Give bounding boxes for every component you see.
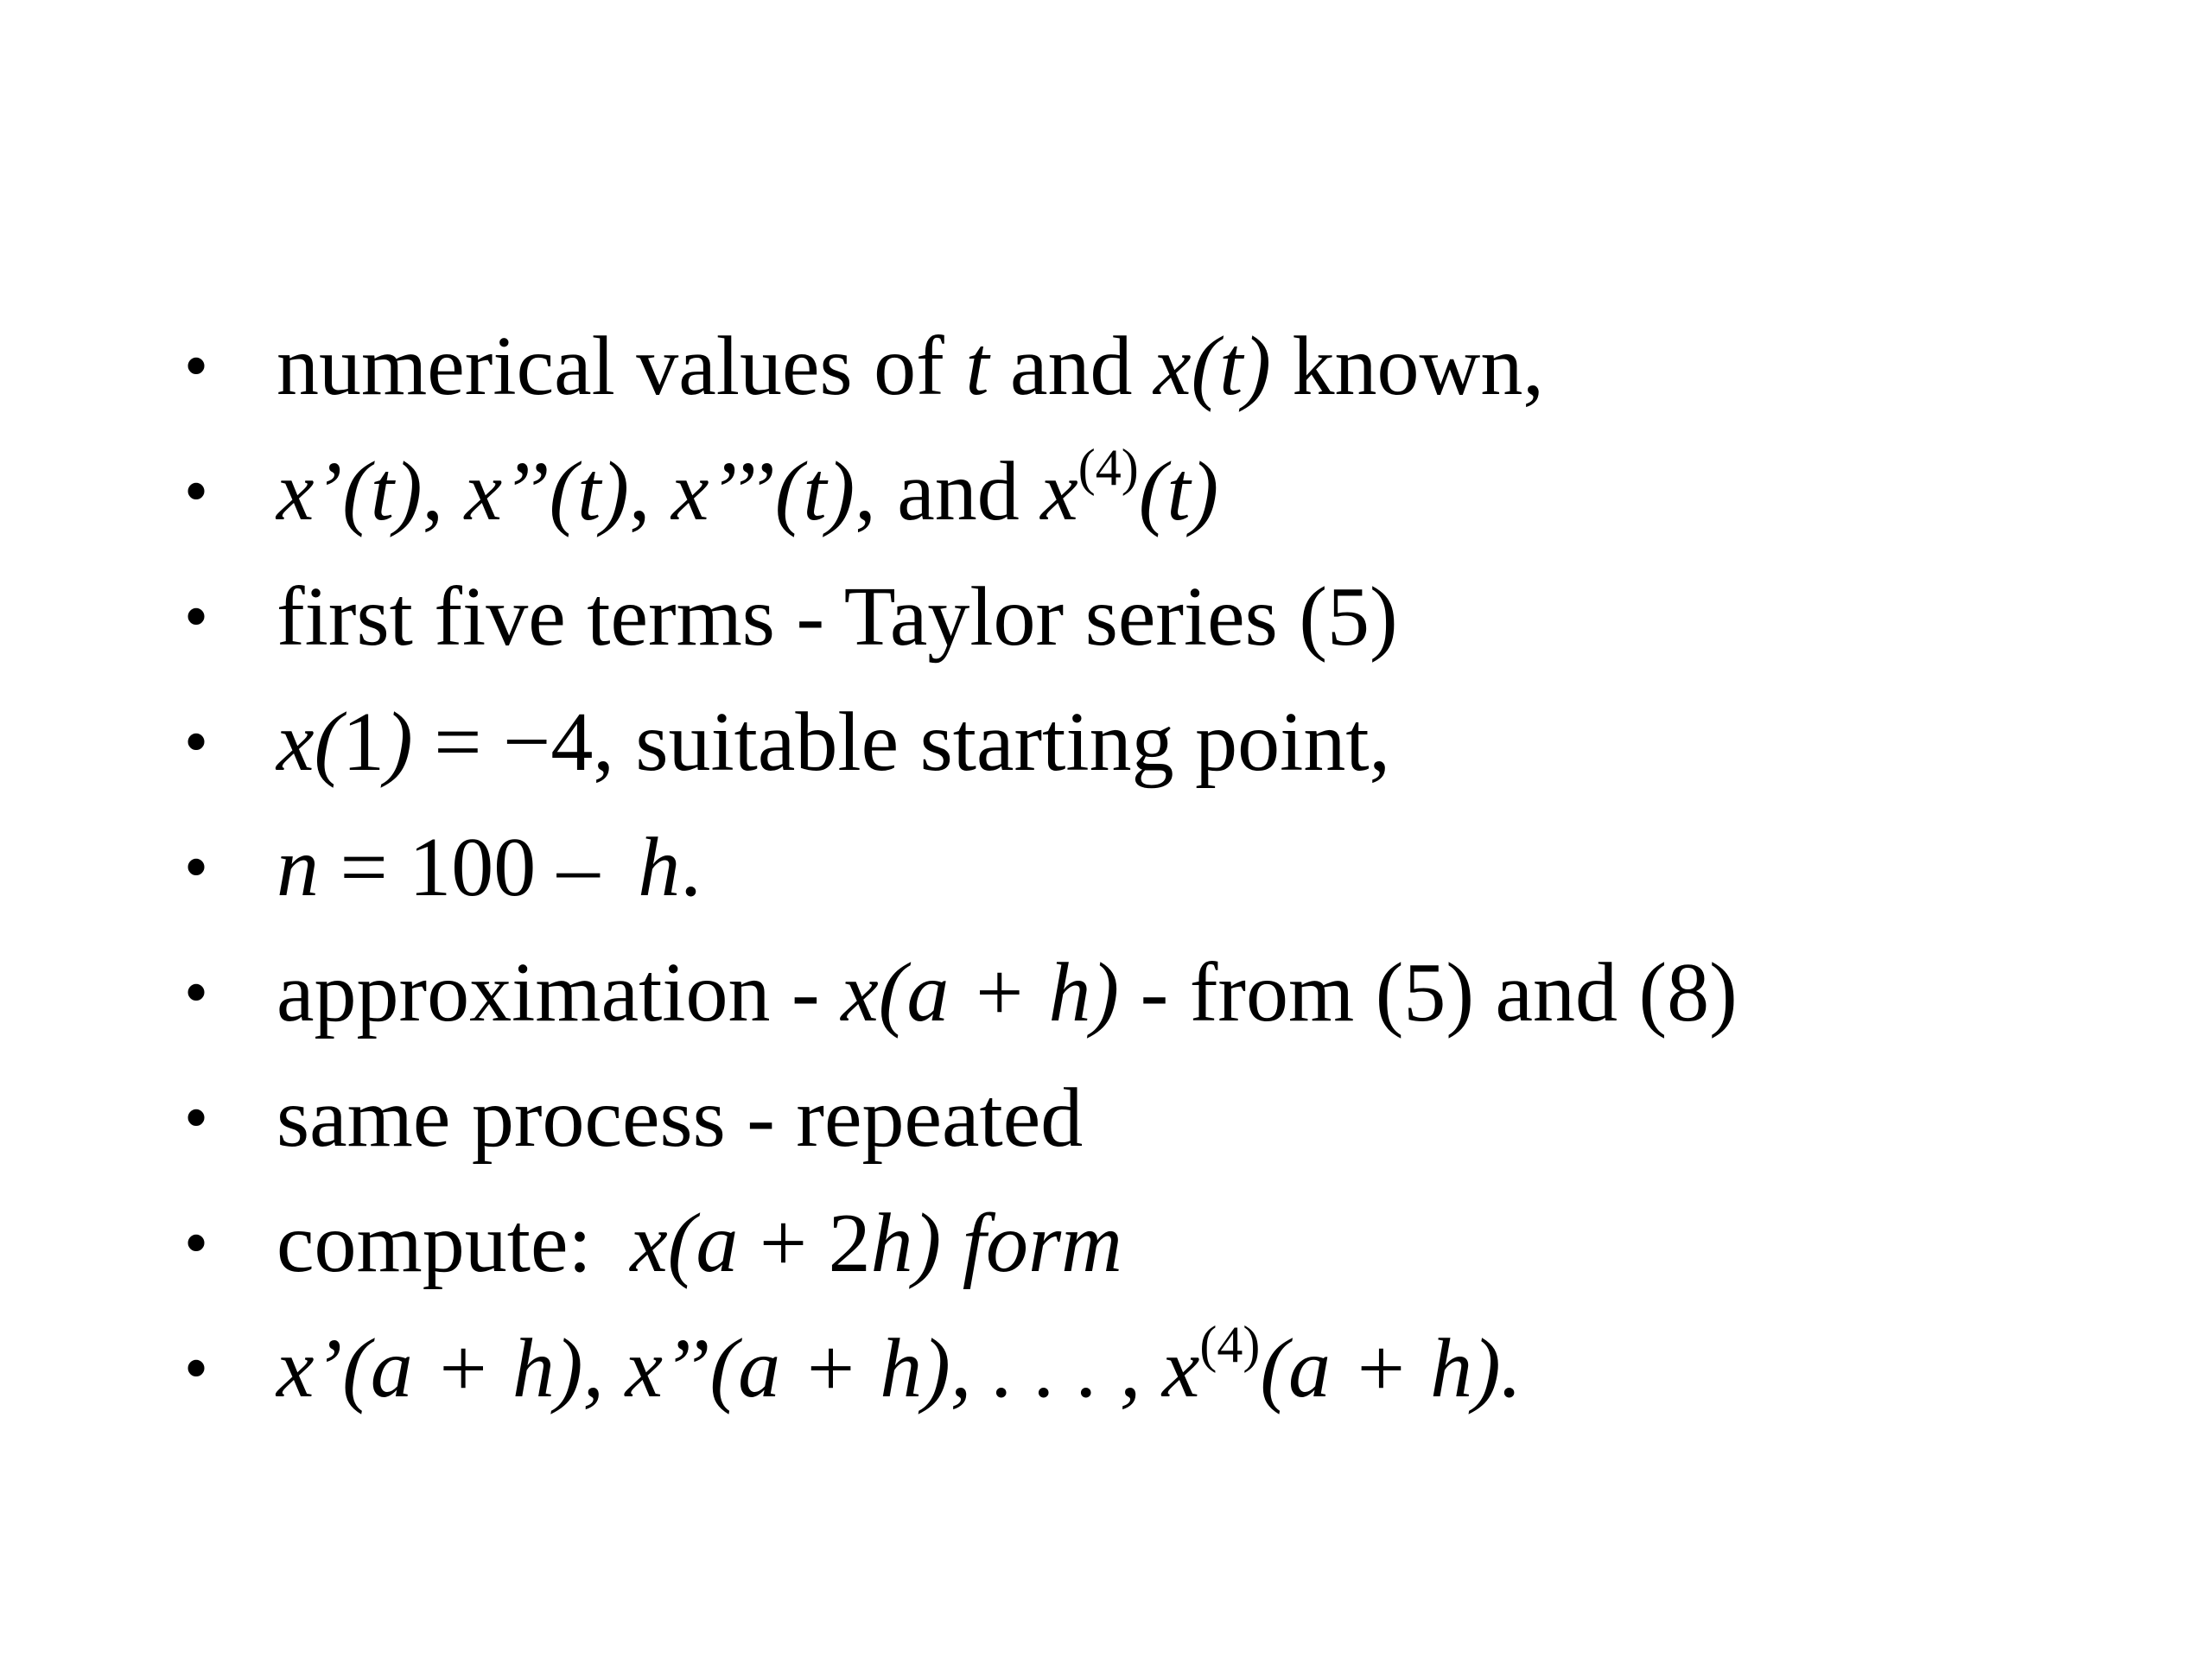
item-math: x’(t) bbox=[276, 445, 423, 538]
bullet-item-derivatives bbox=[184, 439, 1738, 569]
bullet-item-taylor-terms bbox=[184, 569, 1738, 694]
bullet-item-compute bbox=[184, 1195, 1738, 1320]
bullet-icon: • bbox=[184, 454, 209, 530]
bullet-item-starting-point bbox=[184, 694, 1738, 819]
item-math: x( bbox=[276, 696, 343, 789]
bullet-icon: • bbox=[184, 579, 209, 655]
item-math: (a + h). bbox=[1260, 1322, 1522, 1415]
item-text: approximation - bbox=[276, 946, 842, 1039]
bullet-item-approximation bbox=[184, 944, 1738, 1070]
item-math: x’’’(t) bbox=[671, 445, 855, 538]
item-text: 1 bbox=[342, 696, 385, 789]
bullet-item-known-values bbox=[184, 318, 1738, 443]
bullet-list bbox=[184, 318, 1738, 1446]
item-text: first five terms - Taylor series (5) bbox=[276, 570, 1398, 664]
item-text: known, bbox=[1271, 320, 1544, 413]
item-math: x(a + h) bbox=[841, 946, 1120, 1039]
item-text: same process - repeated bbox=[276, 1071, 1084, 1165]
item-superscript: (4) bbox=[1077, 439, 1139, 496]
bullet-icon: • bbox=[184, 955, 209, 1031]
item-math: x’’(t) bbox=[464, 445, 630, 538]
bullet-icon: • bbox=[184, 1080, 209, 1156]
item-text: , and bbox=[855, 445, 1041, 538]
item-text: = 100 – bbox=[319, 821, 621, 914]
bullet-icon: • bbox=[184, 704, 209, 780]
item-math: h bbox=[638, 821, 681, 914]
item-math: x(t) bbox=[1154, 320, 1272, 413]
bullet-icon: • bbox=[184, 328, 209, 404]
item-superscript: (4) bbox=[1199, 1316, 1261, 1373]
item-text: = −4, suitable starting point, bbox=[412, 696, 1391, 789]
item-text: , bbox=[629, 445, 672, 538]
item-text: + 2 bbox=[738, 1197, 871, 1290]
bullet-icon: • bbox=[184, 830, 209, 906]
item-math: x’(a + h), x’’(a + h), . . . , x bbox=[276, 1322, 1200, 1415]
item-text: - from (5) and (8) bbox=[1119, 946, 1738, 1039]
item-text: compute: bbox=[276, 1197, 613, 1290]
bullet-item-derivatives-at-a-plus-h bbox=[184, 1316, 1738, 1446]
item-math: t bbox=[965, 320, 989, 413]
item-text: . bbox=[680, 821, 702, 914]
item-math: ) bbox=[385, 696, 413, 789]
bullet-item-step-count bbox=[184, 819, 1738, 944]
bullet-item-repeat bbox=[184, 1070, 1738, 1195]
bullet-icon: • bbox=[184, 1205, 209, 1281]
item-text: numerical values of bbox=[276, 320, 966, 413]
item-math: x(a bbox=[630, 1197, 739, 1290]
item-text: and bbox=[988, 320, 1154, 413]
item-math: (t) bbox=[1138, 445, 1219, 538]
item-math: n bbox=[276, 821, 319, 914]
item-math: h) form bbox=[870, 1197, 1122, 1290]
item-text: , bbox=[422, 445, 465, 538]
item-math: x bbox=[1040, 445, 1078, 538]
bullet-icon: • bbox=[184, 1331, 209, 1407]
